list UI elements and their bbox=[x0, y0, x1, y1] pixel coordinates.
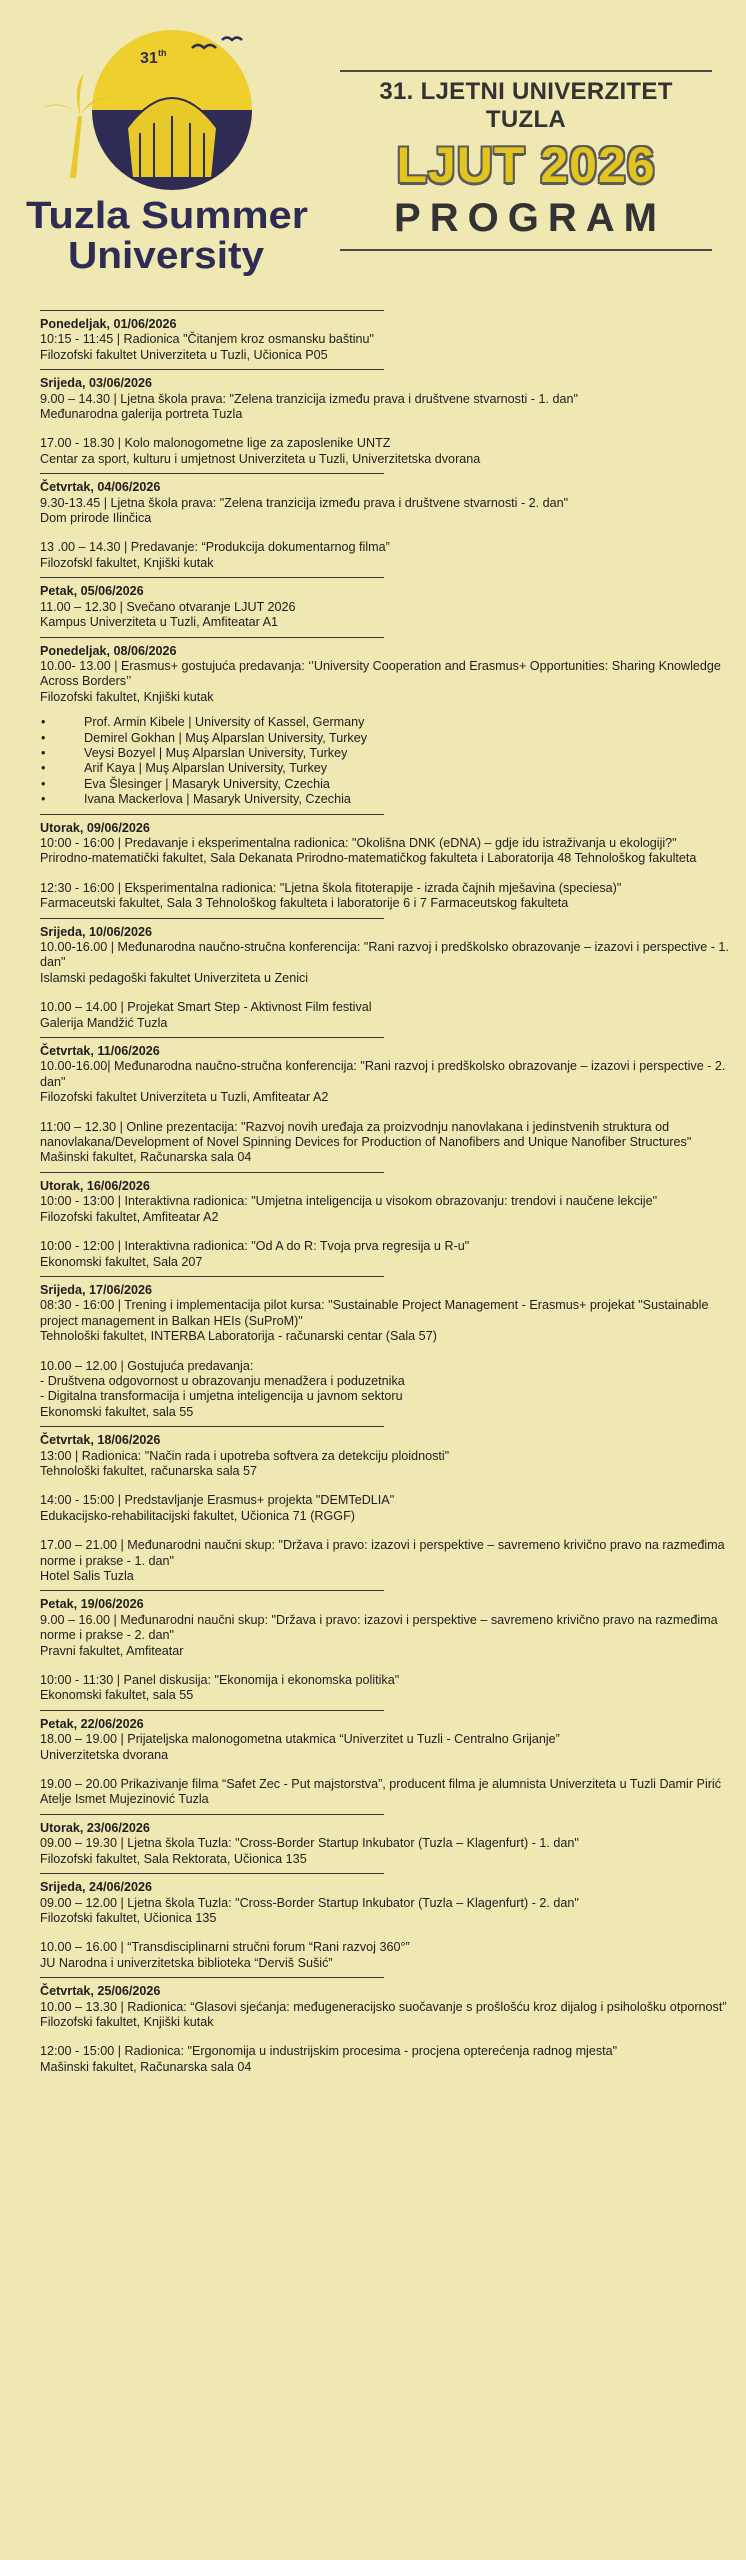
title-line3: PROGRAM bbox=[394, 196, 666, 240]
event-location: Ekonomski fakultet, sala 55 bbox=[40, 1688, 194, 1703]
section-divider bbox=[40, 1873, 384, 1874]
title-bottom-rule bbox=[340, 249, 712, 251]
event-description: 10.00 – 16.00 | “Transdisciplinarni stručni forum “Rani razvoj 360°” bbox=[40, 1940, 410, 1955]
event-item bbox=[40, 1673, 730, 1704]
event-location: Prirodno-matematički fakultet, Sala Dekanata Prirodno-matematičkog fakulteta i Laboratorija 48 Tehnološkog fakulteta bbox=[40, 851, 697, 866]
section-divider bbox=[40, 1590, 384, 1591]
guest-item: • Arif Kaya | Muş Alparslan University, Turkey bbox=[40, 761, 730, 776]
day-section bbox=[40, 1172, 730, 1270]
title-line1: 31. LJETNI UNIVERZITET TUZLA bbox=[379, 78, 673, 133]
event-item bbox=[40, 1194, 730, 1225]
day-heading: Srijeda, 24/06/2026 bbox=[40, 1880, 153, 1895]
section-divider bbox=[40, 637, 384, 638]
event-item bbox=[40, 1449, 730, 1480]
event-description: 13:00 | Radionica: "Način rada i upotreba softvera za detekciju ploidnosti" bbox=[40, 1448, 450, 1463]
section-divider bbox=[40, 369, 384, 370]
event-description: 08:30 - 16:00 | Trening i implementacija pilot kursa: "Sustainable Project Management - Erasmus+ projekat "Sustainable project management in Balkan HEIs (SuProM)" bbox=[40, 1298, 709, 1328]
event-location: Galerija Mandžić Tuzla bbox=[40, 1015, 168, 1030]
event-item bbox=[40, 1613, 730, 1659]
event-description: 10.00 – 13.30 | Radionica: “Glasovi sjećanja: međugeneracijsko suočavanje s prošlošću kroz dijalog i psihološku otpornost” bbox=[40, 1999, 727, 2014]
day-section bbox=[40, 1977, 730, 2075]
event-location: Ekonomski fakultet, sala 55 bbox=[40, 1404, 194, 1419]
title-line2: LJUT 2026 bbox=[396, 137, 656, 193]
section-divider bbox=[40, 918, 384, 919]
event-item bbox=[40, 836, 730, 867]
event-location: Tehnološki fakultet, INTERBA Laboratorija - računarski centar (Sala 57) bbox=[40, 1329, 437, 1344]
event-description: - Društvena odgovornost u obrazovanju menadžera i poduzetnika bbox=[40, 1373, 405, 1388]
event-location: Tehnološki fakultet, računarska sala 57 bbox=[40, 1463, 258, 1478]
event-description: 10:00 - 12:00 | Interaktivna radionica: "Od A do R: Tvoja prva regresija u R-u" bbox=[40, 1239, 470, 1254]
event-item bbox=[40, 1777, 730, 1808]
section-divider bbox=[40, 1172, 384, 1173]
event-description: 10.00 – 14.00 | Projekat Smart Step - Aktivnost Film festival bbox=[40, 1000, 372, 1015]
event-item bbox=[40, 1538, 730, 1584]
day-heading: Petak, 22/06/2026 bbox=[40, 1716, 144, 1731]
event-location: Centar za sport, kulturu i umjetnost Univerziteta u Tuzli, Univerzitetska dvorana bbox=[40, 451, 481, 466]
event-description: 10.00-16.00 | Međunarodna naučno-stručna konferencija: "Rani razvoj i predškolsko obrazovanje – izazovi i perspective - 1. dan" bbox=[40, 940, 729, 970]
event-location: Filozofski fakultet, Sala Rektorata, Učionica 135 bbox=[40, 1851, 307, 1866]
day-section bbox=[40, 637, 730, 808]
event-description: 09.00 – 12.00 | Ljetna škola Tuzla: "Cross-Border Startup Inkubator (Tuzla – Klagenfurt) - 2. dan" bbox=[40, 1895, 579, 1910]
day-heading: Četvrtak, 25/06/2026 bbox=[40, 1984, 161, 1999]
event-item bbox=[40, 2000, 730, 2031]
event-location: Filozofski fakultet, Knjiški kutak bbox=[40, 2014, 214, 2029]
event-description: 14:00 - 15:00 | Predstavljanje Erasmus+ projekta "DEMTeDLIA" bbox=[40, 1493, 395, 1508]
event-location: Mašinski fakultet, Računarska sala 04 bbox=[40, 1150, 252, 1165]
section-divider bbox=[40, 1814, 384, 1815]
day-section bbox=[40, 814, 730, 912]
day-heading: Utorak, 23/06/2026 bbox=[40, 1820, 150, 1835]
event-item bbox=[40, 1836, 730, 1867]
event-location: Farmaceutski fakultet, Sala 3 Tehnološkog fakulteta i laboratorije 6 i 7 Farmaceutskog fakulteta bbox=[40, 896, 569, 911]
day-section bbox=[40, 1590, 730, 1703]
event-item bbox=[40, 1298, 730, 1344]
section-divider bbox=[40, 1276, 384, 1277]
event-description: 13 .00 – 14.30 | Predavanje: “Produkcija dokumentarnog filma” bbox=[40, 540, 390, 555]
event-location: Filozofski fakultet, Amfiteatar A2 bbox=[40, 1209, 219, 1224]
event-location: Međunarodna galerija portreta Tuzla bbox=[40, 407, 243, 422]
logo-31: 31 bbox=[140, 50, 158, 67]
program-title-block bbox=[340, 70, 712, 251]
event-item bbox=[40, 332, 730, 363]
guest-item: • Veysi Bozyel | Muş Alparslan University, Turkey bbox=[40, 746, 730, 761]
event-item bbox=[40, 1493, 730, 1524]
event-item bbox=[40, 1059, 730, 1105]
event-item bbox=[40, 1896, 730, 1927]
event-item bbox=[40, 1359, 730, 1421]
event-location: Hotel Salis Tuzla bbox=[40, 1569, 134, 1583]
event-location: Islamski pedagoški fakultet Univerziteta u Zenici bbox=[40, 970, 309, 985]
day-heading: Petak, 05/06/2026 bbox=[40, 584, 144, 599]
guest-item: • Ivana Mackerlova | Masaryk University, Czechia bbox=[40, 792, 730, 807]
event-description: 12:30 - 16:00 | Eksperimentalna radionica: "Ljetna škola fitoterapije - izrada čajnih mješavina (speciesa)" bbox=[40, 880, 622, 895]
day-section bbox=[40, 918, 730, 1031]
event-description: 9.00 – 16.00 | Međunarodni naučni skup: "Država i pravo: izazovi i perspektive – savremeno krivično pravo na razmeđima norme i prakse - 2. dan" bbox=[40, 1612, 718, 1643]
event-item bbox=[40, 940, 730, 986]
event-location: Kampus Univerziteta u Tuzli, Amfiteatar A1 bbox=[40, 615, 278, 630]
event-description: 10:00 - 16:00 | Predavanje i eksperimentalna radionica: "Okolišna DNK (eDNA) – gdje idu istraživanja u ekologiji?" bbox=[40, 835, 677, 850]
section-divider bbox=[40, 1426, 384, 1427]
event-item bbox=[40, 496, 730, 527]
event-description: 10.00- 13.00 | Erasmus+ gostujuća predavanja: ‘’University Cooperation and Erasmus+ Opportunities: Sharing Knowledge Across Borders’’ bbox=[40, 658, 721, 689]
event-description: 09.00 – 19.30 | Ljetna škola Tuzla: "Cross-Border Startup Inkubator (Tuzla – Klagenfurt) - 1. dan" bbox=[40, 1836, 579, 1851]
day-heading: Četvrtak, 04/06/2026 bbox=[40, 480, 161, 495]
day-section bbox=[40, 1037, 730, 1166]
day-heading: Petak, 19/06/2026 bbox=[40, 1597, 144, 1612]
event-description: 10:15 - 11:45 | Radionica "Čitanjem kroz osmansku baštinu" bbox=[40, 332, 374, 347]
event-location: JU Narodna i univerzitetska biblioteka “Derviš Sušić” bbox=[40, 1955, 333, 1970]
day-section bbox=[40, 1426, 730, 1584]
header bbox=[0, 0, 746, 290]
guest-list bbox=[40, 715, 730, 807]
event-location: Univerzitetska dvorana bbox=[40, 1747, 169, 1762]
section-divider bbox=[40, 814, 384, 815]
event-item bbox=[40, 1120, 730, 1166]
event-location: Ekonomski fakultet, Sala 207 bbox=[40, 1254, 203, 1269]
event-description: 10.00-16.00| Međunarodna naučno-stručna konferencija: "Rani razvoj i predškolsko obrazovanje – izazovi i perspective - 2. dan" bbox=[40, 1059, 726, 1089]
event-description: 17.00 - 18.30 | Kolo malonogometne lige za zaposlenike UNTZ bbox=[40, 436, 391, 451]
day-heading: Utorak, 09/06/2026 bbox=[40, 820, 150, 835]
event-description: 10:00 - 13:00 | Interaktivna radionica: "Umjetna inteligencija u visokom obrazovanju: trendovi i naučene lekcije" bbox=[40, 1194, 658, 1209]
event-description: 18.00 – 19.00 | Prijateljska malonogometna utakmica “Univerzitet u Tuzli - Centralno Grijanje” bbox=[40, 1732, 560, 1747]
day-heading: Četvrtak, 11/06/2026 bbox=[40, 1044, 160, 1059]
event-location: Pravni fakultet, Amfiteatar bbox=[40, 1643, 184, 1658]
event-item bbox=[40, 1239, 730, 1270]
day-heading: Srijeda, 17/06/2026 bbox=[40, 1282, 153, 1297]
event-location: Atelje Ismet Mujezinović Tuzla bbox=[40, 1792, 209, 1807]
event-description: 10.00 – 12.00 | Gostujuća predavanja: bbox=[40, 1358, 254, 1373]
event-description: 11:00 – 12.30 | Online prezentacija: "Razvoj novih uređaja za proizvodnju nanovlakana i jedinstvenih struktura od nanovlakana/Development of Novel Spinning Devices for Production of Nanofibers and Unique Nanofiber Structures" bbox=[40, 1119, 692, 1150]
day-heading: Srijeda, 10/06/2026 bbox=[40, 924, 153, 939]
day-heading: Ponedeljak, 08/06/2026 bbox=[40, 643, 177, 658]
event-item bbox=[40, 600, 730, 631]
event-item bbox=[40, 436, 730, 467]
day-section bbox=[40, 1873, 730, 1971]
event-location: Filozofskl fakultet, Knjiški kutak bbox=[40, 555, 214, 570]
event-description: 19.00 – 20.00 Prikazivanje filma “Safet Zec - Put majstorstva”, producent filma je alumnista Univerziteta u Tuzli Damir Pirić bbox=[40, 1777, 722, 1792]
day-section bbox=[40, 473, 730, 571]
guest-item: • Eva Šlesinger | Masaryk University, Czechia bbox=[40, 777, 730, 792]
section-divider bbox=[40, 473, 384, 474]
event-item bbox=[40, 2044, 730, 2075]
day-section bbox=[40, 369, 730, 467]
section-divider bbox=[40, 1710, 384, 1711]
event-location: Filozofski fakultet, Knjiški kutak bbox=[40, 689, 214, 704]
logo-line1: Tuzla Summer bbox=[26, 195, 309, 237]
guest-item: • Prof. Armin Kibele | University of Kassel, Germany bbox=[40, 715, 730, 730]
logo-line2: University bbox=[68, 235, 264, 277]
event-description: 9.30-13.45 | Ljetna škola prava: "Zelena tranzicija između prava i društvene stvarnosti - 2. dan" bbox=[40, 495, 569, 510]
day-section bbox=[40, 1276, 730, 1420]
event-description: 11.00 – 12.30 | Svečano otvaranje LJUT 2026 bbox=[40, 599, 296, 614]
day-heading: Ponedeljak, 01/06/2026 bbox=[40, 317, 177, 331]
event-item bbox=[40, 540, 730, 571]
event-location: Mašinski fakultet, Računarska sala 04 bbox=[40, 2059, 252, 2074]
guest-item: • Demirel Gokhan | Muş Alparslan University, Turkey bbox=[40, 731, 730, 746]
event-location: Edukacijsko-rehabilitacijski fakultet, Učionica 71 (RGGF) bbox=[40, 1508, 355, 1523]
event-item bbox=[40, 1940, 730, 1971]
day-section bbox=[40, 1814, 730, 1867]
event-description: 12:00 - 15:00 | Radionica: "Ergonomija u industrijskim procesima - procjena opterećenja radnog mjesta" bbox=[40, 2044, 618, 2059]
tuzla-summer-university-logo bbox=[22, 28, 312, 278]
section-divider bbox=[40, 1977, 384, 1978]
event-location: Filozofski fakultet Univerziteta u Tuzli, Amfiteatar A2 bbox=[40, 1090, 329, 1105]
event-description: - Digitalna transformacija i umjetna inteligencija u javnom sektoru bbox=[40, 1389, 403, 1404]
section-divider bbox=[40, 1037, 384, 1038]
event-item bbox=[40, 392, 730, 423]
event-description: 9.00 – 14.30 | Ljetna škola prava: "Zelena tranzicija između prava i društvene stvarnosti - 1. dan" bbox=[40, 391, 578, 406]
day-section bbox=[40, 1710, 730, 1808]
day-section bbox=[40, 310, 730, 363]
event-item bbox=[40, 881, 730, 912]
event-location: Filozofski fakultet, Učionica 135 bbox=[40, 1910, 217, 1925]
logo-th: th bbox=[158, 48, 167, 58]
day-heading: Srijeda, 03/06/2026 bbox=[40, 376, 153, 391]
event-description: 10:00 - 11:30 | Panel diskusija: "Ekonomija i ekonomska politika" bbox=[40, 1673, 400, 1688]
event-item bbox=[40, 1732, 730, 1763]
event-item bbox=[40, 659, 730, 808]
program-list bbox=[40, 310, 730, 2081]
event-description: 17.00 – 21.00 | Međunarodni naučni skup: "Država i pravo: izazovi i perspektive – savremeno krivično pravo na razmeđima norme i prakse - 1. dan" bbox=[40, 1538, 725, 1568]
day-heading: Četvrtak, 18/06/2026 bbox=[40, 1433, 161, 1448]
event-location: Dom prirode Ilinčica bbox=[40, 511, 152, 526]
event-location: Filozofski fakultet Univerziteta u Tuzli, Učionica P05 bbox=[40, 347, 328, 362]
title-top-rule bbox=[340, 70, 712, 72]
section-divider bbox=[40, 577, 384, 578]
day-heading: Utorak, 16/06/2026 bbox=[40, 1178, 150, 1193]
section-divider bbox=[40, 310, 384, 311]
event-item bbox=[40, 1000, 730, 1031]
day-section bbox=[40, 577, 730, 630]
